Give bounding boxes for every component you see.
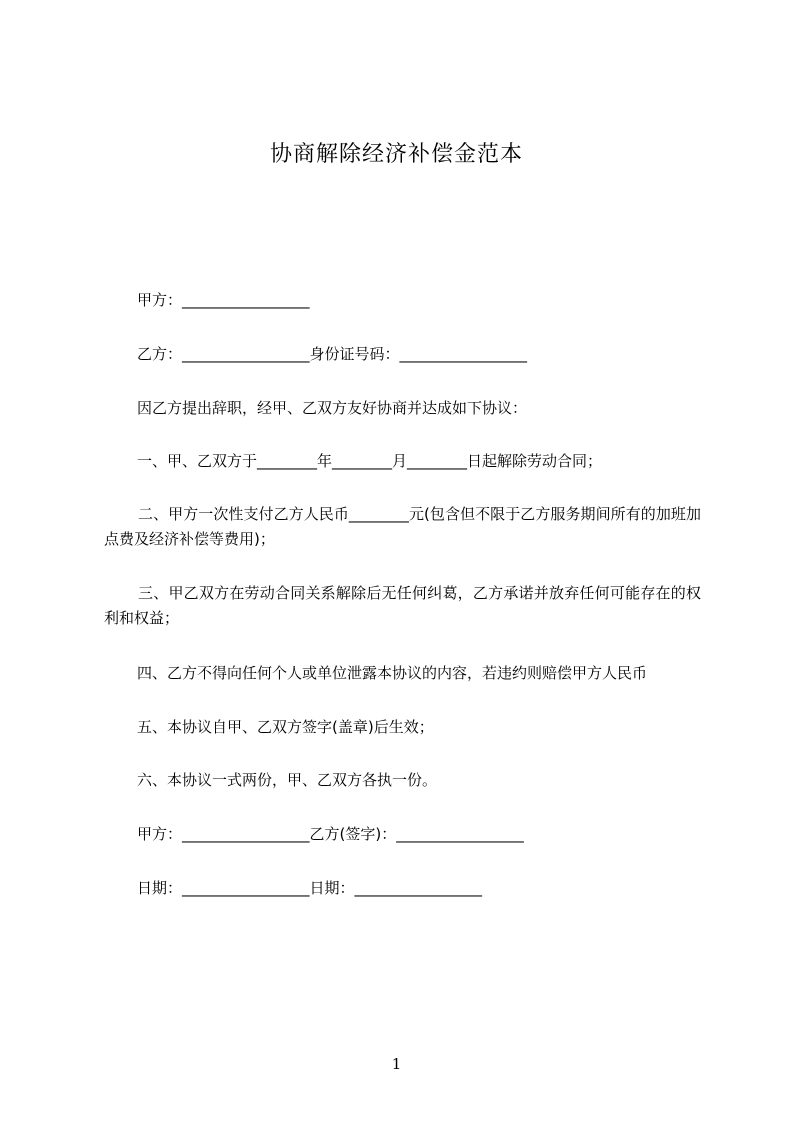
clause-2: 二、甲方一次性支付乙方人民币________元(包含但不限于乙方服务期间所有的加班加点费及经济补偿等费用)；	[104, 505, 701, 548]
page-number: 1	[391, 1055, 402, 1073]
party-a-line: 甲方：_________________	[137, 291, 310, 309]
signature-line: 甲方：_________________乙方(签字)：_________________	[137, 825, 524, 843]
clause-4: 四、乙方不得向任何个人或单位泄露本协议的内容，若违约则赔偿甲方人民币	[137, 664, 648, 682]
clause-6: 六、本协议一式两份，甲、乙双方各执一份。	[137, 771, 438, 789]
intro-text: 因乙方提出辞职，经甲、乙双方友好协商并达成如下协议：	[137, 399, 528, 417]
clause-3: 三、甲乙双方在劳动合同关系解除后无任何纠葛，乙方承诺并放弃任何可能存在的权利和权益；	[104, 584, 701, 627]
clause-5: 五、本协议自甲、乙双方签字(盖章)后生效；	[137, 718, 434, 736]
clause-1: 一、甲、乙双方于________年________月________日起解除劳动合同；	[137, 452, 603, 470]
document-title: 协商解除经济补偿金范本	[269, 142, 523, 167]
party-b-line: 乙方：_________________身份证号码：_________________	[137, 345, 528, 363]
date-line: 日期：_________________日期：_________________	[137, 879, 483, 897]
